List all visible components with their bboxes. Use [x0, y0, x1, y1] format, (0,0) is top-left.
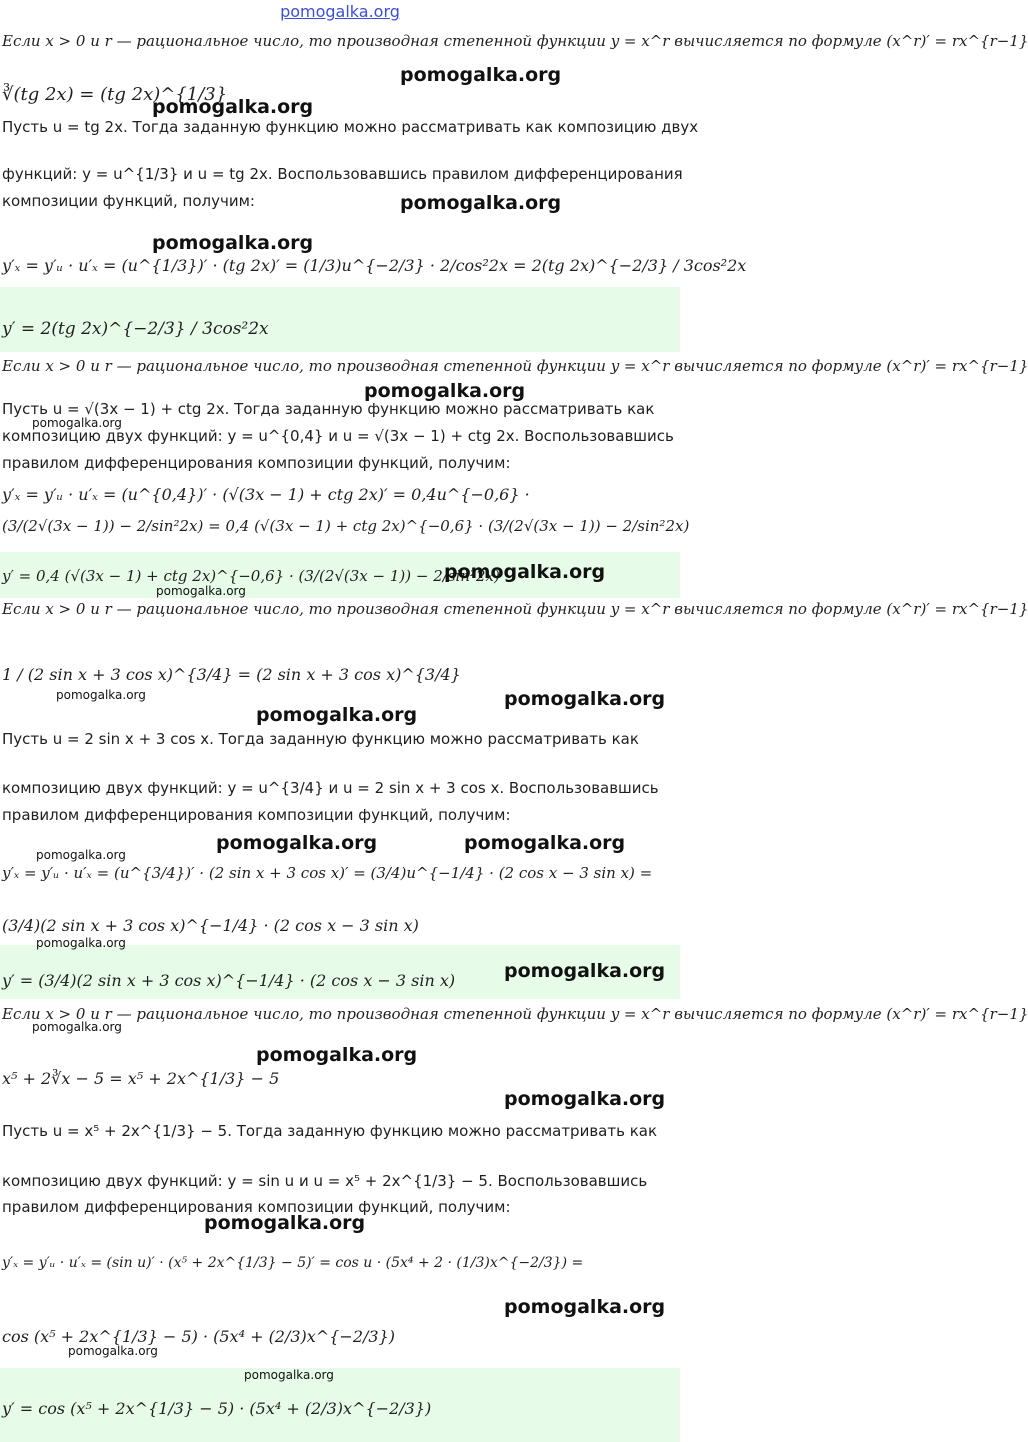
- answer-formula: y′ = cos (x⁵ + 2x^{1/3} − 5) · (5x⁴ + (2/3)x^{−2/3}): [2, 1399, 432, 1418]
- derivative-calculation: y′ₓ = y′ᵤ · u′ₓ = (sin u)′ · (x⁵ + 2x^{1/3} − 5)′ = cos u · (5x⁴ + 2 · (1/3)x^{−2/3}) =: [2, 1255, 584, 1271]
- given-expression: 1 / (2 sin x + 3 cos x)^{3/4} = (2 sin x + 3 cos x)^{3/4}: [2, 665, 461, 684]
- answer-formula: y′ = 2(tg 2x)^{−2/3} / 3cos²2x: [2, 319, 269, 339]
- watermark: pomogalka.org: [32, 416, 122, 430]
- let-text: Пусть u = tg 2x. Тогда заданную функцию можно рассматривать как композицию двух: [2, 118, 699, 136]
- watermark: pomogalka.org: [504, 688, 666, 710]
- watermark: pomogalka.org: [36, 848, 126, 862]
- rule-text: Если x > 0 и r — рациональное число, то производная степенной функции y = x^r вычисляется по формуле (x^r)′ = rx^{r−1}: [2, 32, 1028, 50]
- derivative-calculation: y′ₓ = y′ᵤ · u′ₓ = (u^{3/4})′ · (2 sin x + 3 cos x)′ = (3/4)u^{−1/4} · (2 cos x − 3 sin x) =: [2, 864, 653, 882]
- rule-text: Если x > 0 и r — рациональное число, то производная степенной функции y = x^r вычисляется по формуле (x^r)′ = rx^{r−1}: [2, 600, 1028, 618]
- watermark: pomogalka.org: [36, 936, 126, 950]
- watermark: pomogalka.org: [256, 1044, 418, 1066]
- rule-tail: композиции функций, получим:: [2, 192, 255, 210]
- watermark: pomogalka.org: [156, 584, 246, 598]
- watermark: pomogalka.org: [68, 1344, 158, 1358]
- given-expression: x⁵ + 2∛x − 5 = x⁵ + 2x^{1/3} − 5: [2, 1069, 280, 1088]
- watermark: pomogalka.org: [400, 192, 562, 214]
- derivative-calculation-cont: cos (x⁵ + 2x^{1/3} − 5) · (5x⁴ + (2/3)x^{−2/3}): [2, 1327, 395, 1346]
- watermark: pomogalka.org: [444, 561, 606, 583]
- functions-text: функций: y = u^{1/3} и u = tg 2x. Воспользовавшись правилом дифференцирования: [2, 165, 683, 183]
- rule-tail: правилом дифференцирования композиции функций, получим:: [2, 1198, 511, 1216]
- let-text: Пусть u = 2 sin x + 3 cos x. Тогда заданную функцию можно рассматривать как: [2, 730, 639, 748]
- watermark: pomogalka.org: [152, 232, 314, 254]
- site-title-link[interactable]: pomogalka.org: [280, 2, 400, 21]
- functions-text: композицию двух функций: y = u^{3/4} и u = 2 sin x + 3 cos x. Воспользовавшись: [2, 779, 659, 797]
- rule-text: Если x > 0 и r — рациональное число, то производная степенной функции y = x^r вычисляется по формуле (x^r)′ = rx^{r−1}: [2, 1005, 1028, 1023]
- rule-tail: правилом дифференцирования композиции функций, получим:: [2, 454, 511, 472]
- derivative-calculation: y′ₓ = y′ᵤ · u′ₓ = (u^{1/3})′ · (tg 2x)′ = (1/3)u^{−2/3} · 2/cos²2x = 2(tg 2x)^{−2/3} / 3cos²2x: [2, 256, 747, 275]
- watermark: pomogalka.org: [216, 832, 378, 854]
- let-text: Пусть u = x⁵ + 2x^{1/3} − 5. Тогда заданную функцию можно рассматривать как: [2, 1122, 658, 1140]
- let-text: Пусть u = √(3x − 1) + ctg 2x. Тогда заданную функцию можно рассматривать как: [2, 400, 655, 418]
- given-expression: ∛(tg 2x) = (tg 2x)^{1/3}: [2, 84, 228, 105]
- answer-formula: y′ = (3/4)(2 sin x + 3 cos x)^{−1/4} · (2 cos x − 3 sin x): [2, 971, 456, 990]
- watermark: pomogalka.org: [256, 704, 418, 726]
- derivative-calculation-cont: (3/(2√(3x − 1)) − 2/sin²2x) = 0,4 (√(3x − 1) + ctg 2x)^{−0,6} · (3/(2√(3x − 1)) − 2/sin²2x): [2, 517, 690, 535]
- watermark: pomogalka.org: [56, 688, 146, 702]
- watermark: pomogalka.org: [504, 960, 666, 982]
- watermark: pomogalka.org: [400, 64, 562, 86]
- derivative-calculation: y′ₓ = y′ᵤ · u′ₓ = (u^{0,4})′ · (√(3x − 1) + ctg 2x)′ = 0,4u^{−0,6} ·: [2, 485, 530, 504]
- functions-text: композицию двух функций: y = sin u и u = x⁵ + 2x^{1/3} − 5. Воспользовавшись: [2, 1172, 648, 1190]
- functions-text: композицию двух функций: y = u^{0,4} и u = √(3x − 1) + ctg 2x. Воспользовавшись: [2, 427, 674, 445]
- watermark: pomogalka.org: [504, 1088, 666, 1110]
- rule-text: Если x > 0 и r — рациональное число, то производная степенной функции y = x^r вычисляется по формуле (x^r)′ = rx^{r−1}: [2, 357, 1028, 375]
- answer-formula: y′ = 0,4 (√(3x − 1) + ctg 2x)^{−0,6} · (3/(2√(3x − 1)) − 2/sin²2x): [2, 567, 500, 585]
- watermark: pomogalka.org: [204, 1212, 366, 1234]
- watermark: pomogalka.org: [364, 380, 526, 402]
- derivative-calculation-cont: (3/4)(2 sin x + 3 cos x)^{−1/4} · (2 cos x − 3 sin x): [2, 916, 419, 935]
- watermark: pomogalka.org: [504, 1296, 666, 1318]
- watermark: pomogalka.org: [32, 1020, 122, 1034]
- rule-tail: правилом дифференцирования композиции функций, получим:: [2, 806, 511, 824]
- watermark: pomogalka.org: [152, 96, 314, 118]
- watermark: pomogalka.org: [464, 832, 626, 854]
- watermark: pomogalka.org: [244, 1368, 334, 1382]
